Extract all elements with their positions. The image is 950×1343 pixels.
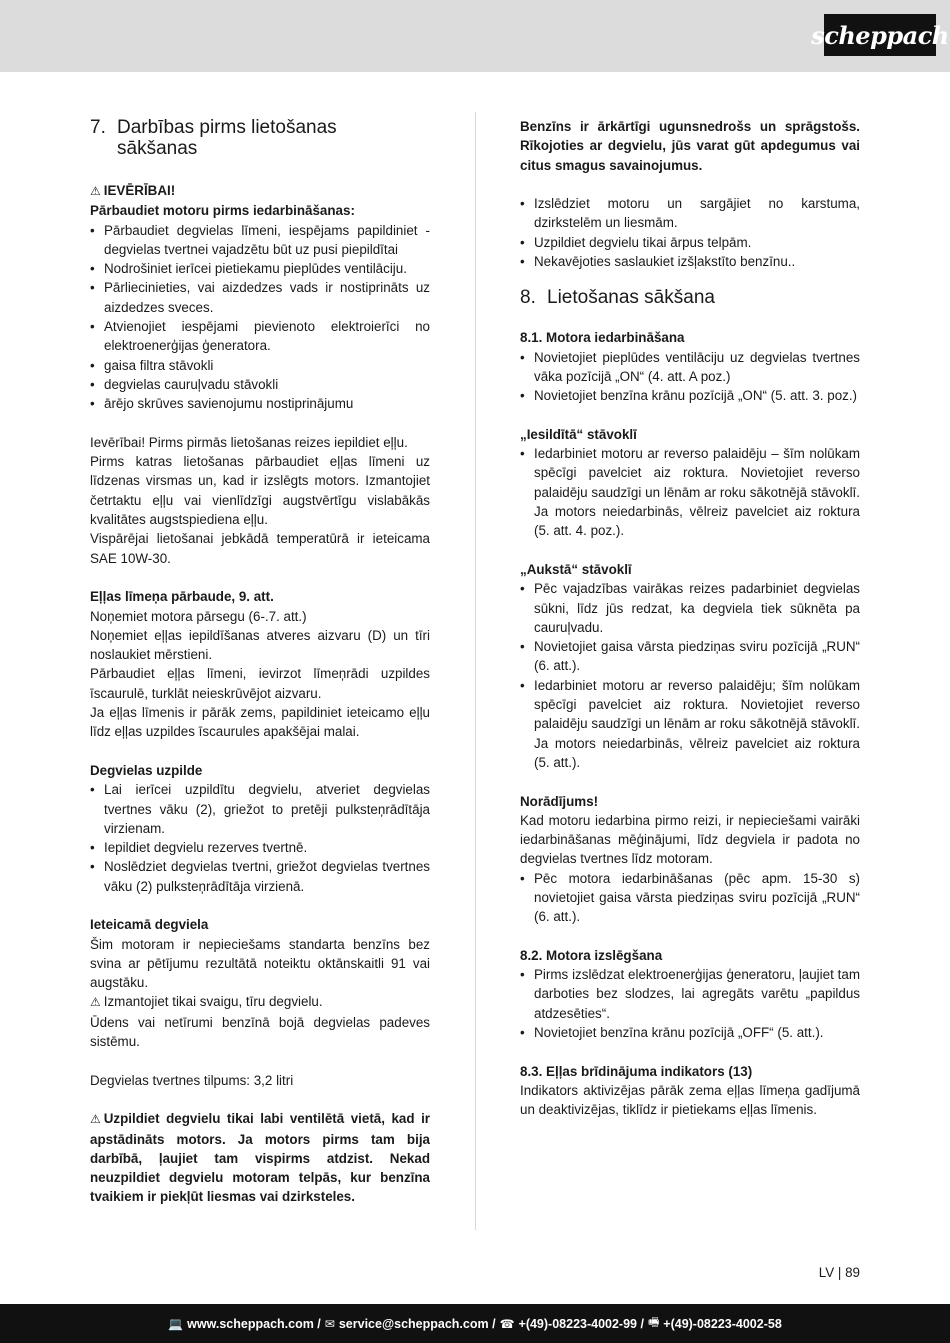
list-item: • Iedarbiniet motoru ar reverso palaidēju – šīm nolūkam spēcīgi pavelciet aiz roktura. Novietojiet reverso palaidēju saudzīgi un lēnām ar roku sākotnējā stāvoklī. Ja motors neiedarbinās, vēlreiz pavelciet aiz roktura (5. att. 4. poz.). — [520, 444, 860, 540]
list-item: • Lai ierīcei uzpildītu degvielu, atveriet degvielas tvertnes vāku (2), griežot to pretēji pulksteņrādītāja virzienam. — [90, 780, 430, 838]
oil-check-3: Pārbaudiet eļļas līmeni, ievirzot līmeņrādi uzpildes īscaurulē, turklāt neieskrūvējot aizvaru. — [90, 666, 430, 701]
list-item: • Pēc vajadzības vairākas reizes padarbiniet degvielas sūkni, līdz jūs redzat, ka degviela tiek sūknēta pa cauruļvadu. — [520, 579, 860, 637]
list-item: • ārējo skrūves savienojumu nostiprinājumu — [90, 394, 430, 413]
brand-logo: scheppach — [824, 14, 936, 56]
note-title: Norādījums! — [520, 793, 599, 809]
section-title: Lietošanas sākšana — [547, 287, 715, 309]
list-item: • gaisa filtra stāvokli — [90, 356, 430, 375]
fuel-rec-title: Ieteicamā degviela — [90, 917, 209, 933]
oil-check-2: Noņemiet eļļas iepildīšanas atveres aizvaru (D) un tīri noslaukiet mērstieni. — [90, 627, 430, 663]
list-item: • Atvienojiet iespējami pievienoto elektroierīci no elektroenerģijas ģeneratora. — [90, 317, 430, 356]
column-divider — [475, 112, 476, 1230]
list-item: • Novietojiet gaisa vārsta piedziņas sviru pozīcijā „RUN“ (6. att.). — [520, 637, 860, 676]
list-item: • Nodrošiniet ierīcei pietiekamu pieplūdes ventilāciju. — [90, 259, 430, 278]
list-item: • Novietojiet pieplūdes ventilāciju uz degvielas tvertnes vāka pozīcijā „ON“ (4. att. A poz.) — [520, 348, 860, 387]
s81-list — [520, 348, 860, 406]
fuel-warning: Uzpildiet degvielu tikai labi ventilētā vietā, kad ir apstādināts motors. Ja motors pirms tam bija darbībā, ļaujiet tam vispirms atdzist. Nekad neuzpildiet degvielu motoram telpās, kur benzīna tvaikiem ir piekļūt liesmas vai dzirksteles. — [90, 1111, 430, 1205]
fuel-rec-3: Ūdens vai netīrumi benzīnā bojā degvielas padeves sistēmu. — [90, 1014, 430, 1050]
footer-bar — [0, 1304, 950, 1343]
s81-title: 8.1. Motora iedarbināšana — [520, 330, 685, 346]
check-list — [90, 221, 430, 414]
section-number: 7. — [90, 117, 106, 138]
danger-list — [520, 194, 860, 271]
list-item: • Uzpildiet degvielu tikai ārpus telpām. — [520, 233, 860, 252]
fuel-rec-1: Šim motoram ir nepieciešams standarta benzīns bez svina ar pētījumu rezultātā noteiktu oktānskaitli 91 vai augstāku. — [90, 936, 430, 991]
danger-text: Benzīns ir ārkārtīgi ugunsnedrošs un sprāgstošs. Rīkojoties ar degvielu, jūs varat gūt apdegumus vai citus smagus savainojumus. — [520, 119, 860, 173]
list-item: • Pārbaudiet degvielas līmeni, iespējams papildiniet - degvielas tvertnei vajadzētu būt uz pusi piepildītai — [90, 221, 430, 260]
section-heading-8 — [520, 287, 860, 308]
mail-icon: ✉ — [324, 1316, 335, 1331]
s82-list — [520, 965, 860, 1042]
list-item: • Izslēdziet motoru un sargājiet no karstuma, dzirkstelēm un liesmām. — [520, 194, 860, 233]
section-heading-7 — [90, 117, 430, 159]
left-column — [90, 117, 430, 1207]
oil-note-3: Vispārējai lietošanai jebkādā temperatūrā ir ieteicama SAE 10W-30. — [90, 531, 430, 566]
list-item: • Novietojiet benzīna krānu pozīcijā „ON“ (5. att. 3. poz.) — [520, 386, 860, 405]
header-bar — [0, 0, 950, 72]
section-title-line1: Darbības pirms lietošanas — [117, 117, 337, 138]
oil-note-1: Ievērībai! Pirms pirmās lietošanas reizes iepildiet eļļu. — [90, 434, 408, 450]
list-item: • Pirms izslēdzat elektroenerģijas ģeneratoru, ļaujiet tam darboties bez slodzes, lai agregāts varētu „papildus atdzesēties“. — [520, 965, 860, 1023]
footer-fax: +(49)-08223-4002-58 — [663, 1316, 782, 1331]
fuel-fill-list — [90, 780, 430, 896]
phone-icon: ☎ — [499, 1316, 515, 1331]
warm-list — [520, 444, 860, 540]
cold-title: „Aukstā“ stāvoklī — [520, 561, 632, 577]
warning-title: IEVĒRĪBAI! — [103, 183, 176, 198]
page-number: LV | 89 — [818, 1265, 860, 1280]
warm-title: „Iesildītā“ stāvoklī — [520, 426, 637, 442]
fuel-rec-2: Izmantojiet tikai svaigu, tīru degvielu. — [103, 994, 323, 1010]
warning-triangle-icon: ⚠ — [90, 1112, 101, 1127]
fax-icon: 🖷 — [647, 1315, 660, 1329]
list-item: • Iepildiet degvielu rezerves tvertnē. — [90, 838, 430, 857]
check-title: Pārbaudiet motoru pirms iedarbināšanas: — [90, 203, 355, 219]
oil-check-4: Ja eļļas līmenis ir pārāk zems, papildiniet ieteicamo eļļu līdz eļļas uzpildes īscaurules apakšējai malai. — [90, 705, 430, 740]
list-item: • Nekavējoties saslaukiet izšļakstīto benzīnu.. — [520, 252, 860, 271]
warning-triangle-icon: ⚠ — [90, 995, 101, 1010]
list-item: • Pēc motora iedarbināšanas (pēc apm. 15-30 s) novietojiet gaisa vārsta piedziņas sviru pozīcijā „RUN“ (6. att.). — [520, 869, 860, 927]
oil-check-1: Noņemiet motora pārsegu (6-.7. att.) — [90, 608, 307, 624]
oil-check-title: Eļļas līmeņa pārbaude, 9. att. — [90, 589, 274, 605]
s82-title: 8.2. Motora izslēgšana — [520, 947, 663, 963]
section-title-line2: sākšanas — [117, 138, 198, 159]
footer-phone: +(49)-08223-4002-99 / — [518, 1316, 644, 1331]
list-item: • Iedarbiniet motoru ar reverso palaidēju; šīm nolūkam spēcīgi pavelciet aiz roktura. Novietojiet reverso palaidēju saudzīgi un lēnām ar roku sākotnējā stāvoklī. Ja motors neiedarbinās, vēlreiz pavelciet aiz roktura (5. att.). — [520, 676, 860, 772]
note-text: Kad motoru iedarbina pirmo reizi, ir nepieciešami vairāki iedarbināšanas mēģinājumi, līdz degviela ir padota no degvielas tvertnes līdz motoram. — [520, 812, 860, 867]
cold-list — [520, 579, 860, 772]
list-item: • degvielas cauruļvadu stāvokli — [90, 375, 430, 394]
list-item: • Noslēdziet degvielas tvertni, griežot degvielas tvertnes vāku (2) pulksteņrādītāja virzienā. — [90, 857, 430, 896]
section-number: 8. — [520, 287, 536, 309]
oil-note-2: Pirms katras lietošanas pārbaudiet eļļas līmeni uz līdzenas virsmas un, kad ir izslēgts motors. Izmantojiet četrtaktu eļļu vai vienlīdzīgi augstvērtīgu vislabākās kvalitātes augstspiediena eļļu. — [90, 454, 430, 528]
list-item: • Pārliecinieties, vai aizdedzes vads ir nostiprināts uz aizdedzes sveces. — [90, 278, 430, 317]
list-item: • Novietojiet benzīna krānu pozīcijā „OFF“ (5. att.). — [520, 1023, 860, 1042]
s83-text: Indikators aktivizējas pārāk zema eļļas līmeņa gadījumā un deaktivizējas, tiklīdz ir pietiekams eļļas līmenis. — [520, 1082, 860, 1118]
footer-web-link[interactable]: www.scheppach.com / — [187, 1316, 321, 1331]
fuel-fill-title: Degvielas uzpilde — [90, 762, 203, 778]
s83-title: 8.3. Eļļas brīdinājuma indikators (13) — [520, 1063, 753, 1079]
right-column — [520, 117, 860, 1120]
computer-icon: 💻 — [168, 1316, 184, 1331]
footer-email-link[interactable]: service@scheppach.com / — [338, 1316, 496, 1331]
tank-capacity: Degvielas tvertnes tilpums: 3,2 litri — [90, 1072, 294, 1088]
warning-triangle-icon: ⚠ — [90, 184, 101, 198]
note-list — [520, 869, 860, 927]
